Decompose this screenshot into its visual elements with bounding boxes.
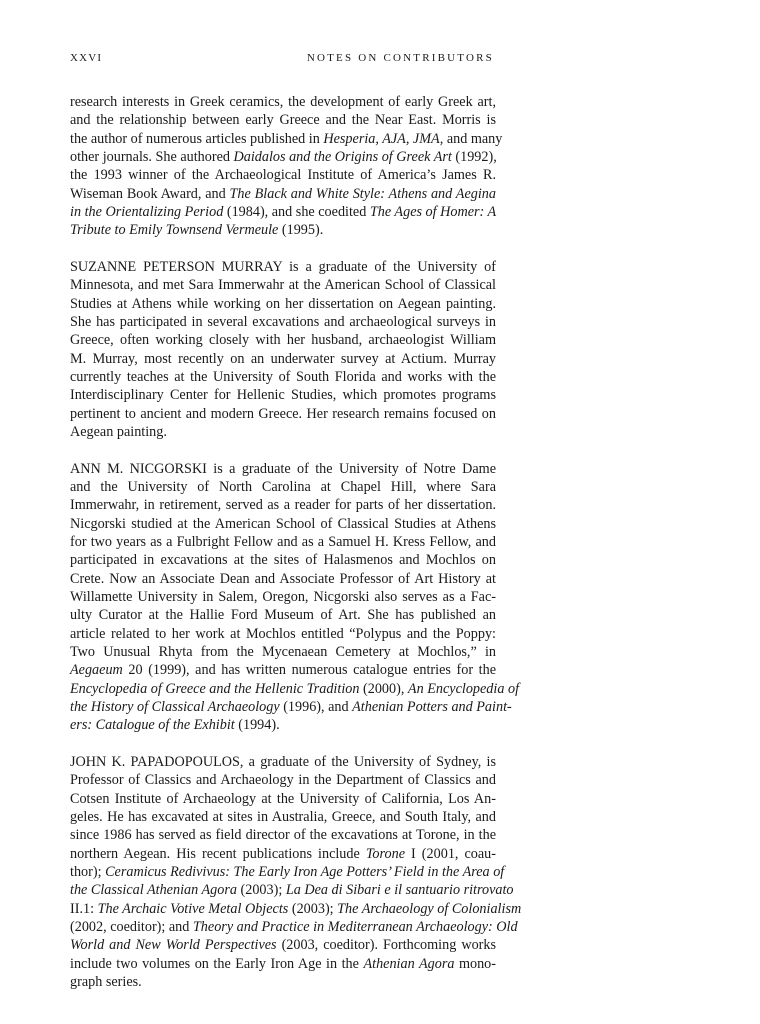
text-line: geles. He has excavated at sites in Australia, Greece, and South Italy, and — [70, 808, 496, 825]
text-line: Greece, often working closely with her husband, archaeologist William — [70, 332, 496, 349]
text-line: participated in excavations at the sites of Halasmenos and Mochlos on — [70, 552, 496, 569]
text-line: and the relationship between early Greece and the Near East. Morris is — [70, 112, 496, 129]
text-line: Interdisciplinary Center for Hellenic Studies, which promotes programs — [70, 387, 496, 404]
text-line: for two years as a Fulbright Fellow and as a Samuel H. Kress Fellow, and — [70, 533, 496, 550]
contributor-notes — [70, 93, 522, 1010]
text-line: ulty Curator at the Hallie Ford Museum of Art. She has published an — [70, 607, 496, 624]
text-line: Wiseman Book Award, and The Black and White Style: Athens and Aegina — [70, 185, 496, 202]
contributor-entry-morris-continued — [70, 93, 503, 240]
text-line: article related to her work at Mochlos entitled “Polypus and the Poppy: — [70, 625, 496, 642]
text-line: currently teaches at the University of South Florida and works with the — [70, 369, 496, 385]
page-header — [70, 52, 494, 68]
text-line: the author of numerous articles published in Hesperia, AJA, JMA, and many — [70, 130, 503, 147]
text-line: Aegean painting. — [70, 424, 167, 441]
text-line: research interests in Greek ceramics, the development of early Greek art, — [70, 94, 496, 110]
text-line: in the Orientalizing Period (1984), and she coedited The Ages of Homer: A — [70, 204, 497, 221]
text-line: (2002, coeditor); and Theory and Practice in Mediterranean Archaeology: Old — [70, 919, 518, 935]
contributor-entry-murray — [70, 258, 496, 441]
text-line: include two volumes on the Early Iron Age in the Athenian Agora mono- — [70, 955, 497, 972]
text-line: Immerwahr, in retirement, served as a reader for parts of her dissertation. — [70, 497, 496, 514]
text-line: World and New World Perspectives (2003, coeditor). Forthcoming works — [70, 937, 496, 954]
text-line: since 1986 has served as field director of the excavations at Torone, in the — [70, 827, 496, 844]
text-line: and the University of North Carolina at Chapel Hill, where Sara — [70, 478, 496, 495]
text-line: Tribute to Emily Townsend Vermeule (1995). — [70, 222, 324, 239]
text-line: Cotsen Institute of Archaeology at the University of California, Los An- — [70, 790, 496, 807]
page-number: XXVI — [70, 52, 103, 64]
text-line: Studies at Athens while working on her dissertation on Aegean painting. — [70, 295, 496, 312]
text-line: JOHN K. PAPADOPOULOS, a graduate of the University of Sydney, is — [70, 753, 496, 770]
text-line: the 1993 winner of the Archaeological Institute of America’s James R. — [70, 167, 496, 184]
text-line: the History of Classical Archaeology (1996), and Athenian Potters and Paint- — [70, 699, 512, 716]
contributor-entry-nicgorski — [70, 460, 520, 735]
text-line: ers: Catalogue of the Exhibit (1994). — [70, 717, 280, 734]
text-line: pertinent to ancient and modern Greece. Her research remains focused on — [70, 405, 496, 422]
text-line: graph series. — [70, 974, 142, 991]
text-line: Crete. Now an Associate Dean and Associate Professor of Art History at — [70, 570, 496, 587]
text-line: She has participated in several excavations and archaeological surveys in — [70, 313, 496, 330]
text-line: Minnesota, and met Sara Immerwahr at the American School of Classical — [70, 277, 496, 294]
text-line: Two Unusual Rhyta from the Mycenaean Cemetery at Mochlos,” in — [70, 644, 496, 660]
text-line: Nicgorski studied at the American School of Classical Studies at Athens — [70, 515, 496, 532]
text-line: northern Aegean. His recent publications include Torone I (2001, coau- — [70, 845, 496, 862]
text-line: Willamette University in Salem, Oregon, Nicgorski also serves as a Fac- — [70, 588, 496, 605]
running-title: NOTES ON CONTRIBUTORS — [306, 52, 494, 64]
text-line: Aegaeum 20 (1999), and has written numerous catalogue entries for the — [70, 662, 496, 679]
text-line: other journals. She authored Daidalos and the Origins of Greek Art (1992), — [70, 149, 497, 166]
text-line: II.1: The Archaic Votive Metal Objects (2003); The Archaeology of Colonialism — [70, 900, 522, 917]
contributor-entry-papadopoulos — [70, 753, 522, 991]
text-line: Encyclopedia of Greece and the Hellenic Tradition (2000), An Encyclopedia of — [70, 680, 520, 697]
text-line: M. Murray, most recently on an underwater survey at Actium. Murray — [70, 350, 496, 367]
text-line: Professor of Classics and Archaeology in the Department of Classics and — [70, 772, 496, 789]
text-line: the Classical Athenian Agora (2003); La Dea di Sibari e il santuario ritrovato — [70, 882, 514, 899]
text-line: ANN M. NICGORSKI is a graduate of the University of Notre Dame — [70, 460, 496, 477]
text-line: thor); Ceramicus Redivivus: The Early Iron Age Potters’ Field in the Area of — [70, 863, 505, 880]
text-line: SUZANNE PETERSON MURRAY is a graduate of the University of — [70, 258, 496, 275]
